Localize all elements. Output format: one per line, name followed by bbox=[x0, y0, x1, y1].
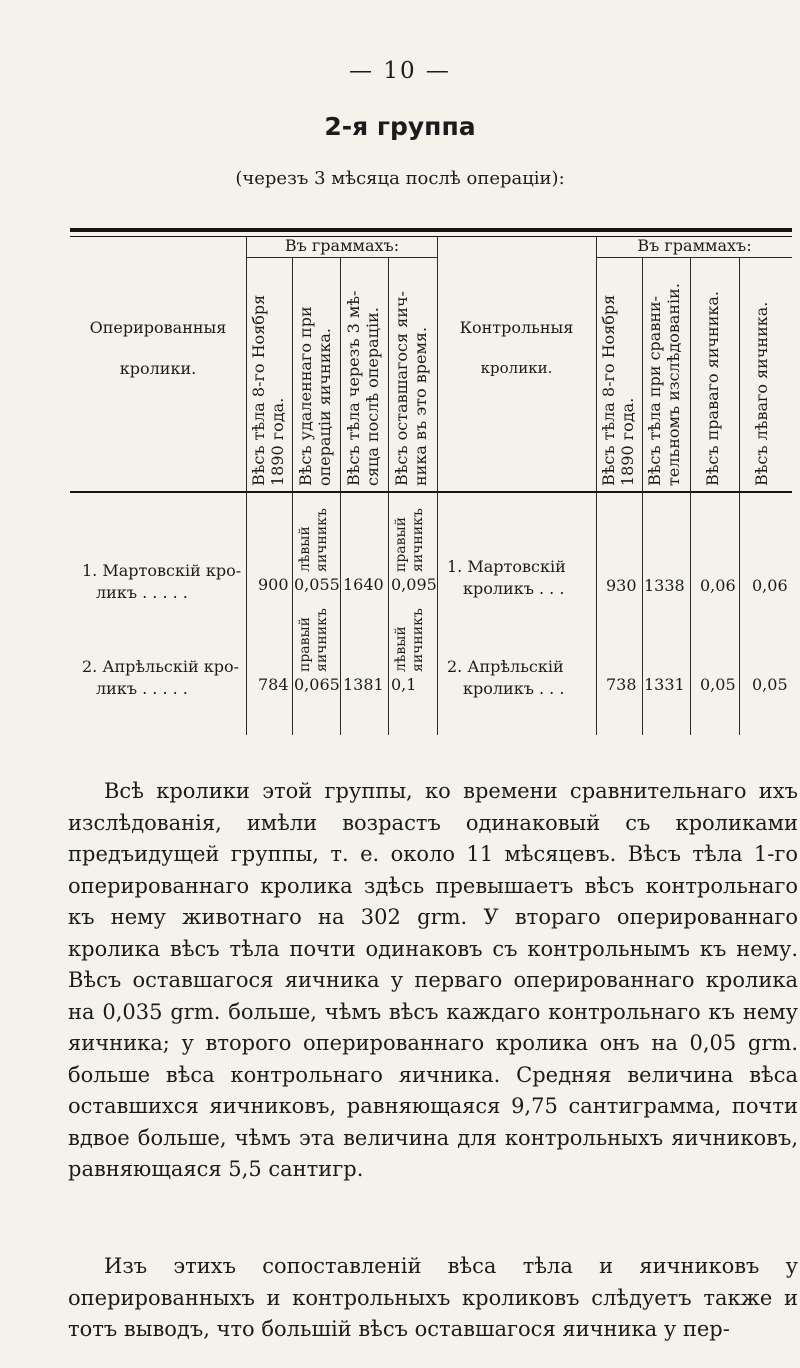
row-name-line: ликъ . . . . . bbox=[96, 679, 188, 698]
operated-col-weight-nov bbox=[249, 295, 287, 486]
subtitle: (черезъ 3 мѣсяца послѣ операціи): bbox=[235, 168, 565, 189]
body-paragraph: Всѣ кролики этой группы, ко времени сравнительнаго ихъ изслѣдованія, имѣли возрастъ одинаковый съ кроликами предъидущей группы, т. е. около 11 мѣсяцевъ. Вѣсъ тѣла 1-го оперированнаго кролика здѣсь превышаетъ вѣсъ контрольнаго къ нему животнаго на 302 grm. У втораго оперированнаго кролика вѣсъ тѣла почти одинаковъ съ контрольнымъ къ нему. Вѣсъ оставшагося яичника у перваго оперированнаго кролика на 0,035 grm. больше, чѣмъ вѣсъ каждаго контрольнаго къ нему яичника; у второго оперированнаго кролика онъ на 0,05 grm. больше вѣса контрольнаго яичника. Средняя величина вѣса оставшихся яичниковъ, равняющаяся 9,75 сантиграмма, почти вдвое больше, чѣмъ эта величина для контрольныхъ яичниковъ, равняющаяся 5,5 сантигр. bbox=[68, 779, 798, 1181]
ovary-label-line: лѣвый bbox=[297, 526, 313, 572]
control-right-ovary-value: 0,05 bbox=[700, 675, 736, 694]
control-header-line: кролики. bbox=[480, 359, 553, 377]
removed-ovary-label bbox=[297, 608, 331, 672]
weight-nov-value: 900 bbox=[258, 575, 289, 594]
row-name-line: ликъ . . . . . bbox=[96, 583, 188, 602]
col-divider bbox=[642, 257, 643, 735]
control-right-ovary-value: 0,06 bbox=[700, 576, 736, 595]
col-header-line: Вѣсъ тѣла черезъ 3 мѣ- bbox=[344, 290, 363, 486]
ovary-label-line: лѣвый bbox=[393, 626, 409, 672]
col-divider bbox=[292, 257, 293, 735]
page-number: — 10 — bbox=[349, 58, 451, 84]
operated-header bbox=[70, 318, 246, 378]
control-row-name bbox=[447, 556, 566, 600]
removed-ovary-value: 0,065 bbox=[294, 675, 340, 694]
body-paragraph: Изъ этихъ сопоставленій вѣса тѣла и яичниковъ у оперированныхъ и контрольныхъ кроликовъ слѣдуетъ также и тотъ выводъ, что большій вѣсъ оставшагося яичника у пер- bbox=[68, 1254, 798, 1341]
control-weight-exam-value: 1338 bbox=[644, 576, 685, 595]
weight-after-value: 1381 bbox=[343, 675, 384, 694]
removed-ovary-label bbox=[297, 508, 331, 572]
weight-after-value: 1640 bbox=[343, 575, 384, 594]
row-name-line: 2. Апрѣльскій кро- bbox=[82, 657, 240, 676]
control-col-weight-exam bbox=[645, 283, 683, 486]
col-header-line: сяца послѣ операціи. bbox=[363, 307, 382, 486]
remaining-ovary-label bbox=[393, 508, 427, 572]
control-col-left-ovary bbox=[752, 302, 771, 486]
ovary-label-line: правый bbox=[393, 517, 409, 572]
col-divider bbox=[246, 237, 247, 735]
col-header-line: Вѣсъ тѣла 8-го Ноября bbox=[249, 294, 268, 486]
operated-col-weight-after bbox=[344, 291, 382, 486]
col-divider bbox=[388, 257, 389, 735]
remaining-ovary-value: 0,1 bbox=[391, 675, 417, 694]
control-header bbox=[437, 318, 596, 377]
weight-nov-value: 784 bbox=[258, 675, 289, 694]
operated-row-name bbox=[82, 560, 241, 604]
col-header-line: операціи яичника. bbox=[315, 328, 334, 486]
control-col-weight-nov bbox=[599, 295, 637, 486]
operated-header-line: кролики. bbox=[119, 359, 197, 378]
table-top-rule bbox=[70, 228, 792, 232]
operated-col-removed bbox=[296, 306, 334, 486]
removed-ovary-value: 0,055 bbox=[294, 575, 340, 594]
col-header-line: Вѣсъ оставшагося яич- bbox=[392, 291, 411, 486]
col-header-line: тельномъ изслѣдованіи. bbox=[664, 283, 683, 486]
ovary-label-line: яичникъ bbox=[314, 608, 330, 672]
control-col-right-ovary bbox=[703, 291, 722, 486]
ovary-label-line: правый bbox=[297, 617, 313, 672]
operated-in-grams: Въ граммахъ: bbox=[284, 236, 400, 255]
control-weight-nov-value: 930 bbox=[606, 576, 637, 595]
group-title: 2-я группа bbox=[324, 112, 476, 141]
ctl-grams-rule bbox=[597, 257, 792, 258]
operated-col-remaining bbox=[392, 291, 430, 486]
col-header-line: Вѣсъ удаленнаго при bbox=[296, 306, 315, 486]
table-header-rule bbox=[70, 491, 792, 493]
op-grams-rule bbox=[247, 257, 437, 258]
col-header-line: Вѣсъ тѣла 8-го Ноября bbox=[599, 294, 618, 486]
control-weight-nov-value: 738 bbox=[606, 675, 637, 694]
control-in-grams: Въ граммахъ: bbox=[637, 236, 752, 255]
row-name-line: кроликъ . . . bbox=[463, 579, 565, 598]
row-name-line: 1. Мартовскій кро- bbox=[82, 561, 242, 580]
remaining-ovary-value: 0,095 bbox=[391, 575, 437, 594]
row-name-line: 1. Мартовскій bbox=[447, 557, 566, 576]
col-header-line: 1890 года. bbox=[268, 397, 287, 486]
operated-row-name bbox=[82, 656, 239, 700]
control-left-ovary-value: 0,06 bbox=[752, 576, 788, 595]
col-header-line: Вѣсъ праваго яичника. bbox=[703, 290, 722, 486]
control-row-name bbox=[447, 656, 564, 700]
ovary-label-line: яичникъ bbox=[410, 608, 426, 672]
row-name-line: кроликъ . . . bbox=[463, 679, 565, 698]
col-divider bbox=[739, 257, 740, 735]
control-weight-exam-value: 1331 bbox=[644, 675, 685, 694]
col-divider bbox=[340, 257, 341, 735]
ovary-label-line: яичникъ bbox=[410, 508, 426, 572]
col-header-line: 1890 года. bbox=[618, 397, 637, 486]
col-header-line: ника въ это время. bbox=[411, 326, 430, 486]
control-header-line: Контрольныя bbox=[459, 318, 574, 337]
col-divider bbox=[690, 257, 691, 735]
col-header-line: Вѣсъ лѣваго яичника. bbox=[752, 301, 771, 486]
control-left-ovary-value: 0,05 bbox=[752, 675, 788, 694]
col-header-line: Вѣсъ тѣла при сравни- bbox=[645, 295, 664, 486]
col-divider bbox=[596, 237, 597, 735]
remaining-ovary-label bbox=[393, 608, 427, 672]
operated-header-line: Оперированныя bbox=[89, 318, 227, 337]
ovary-label-line: яичникъ bbox=[314, 508, 330, 572]
row-name-line: 2. Апрѣльскій bbox=[447, 657, 564, 676]
col-divider bbox=[437, 237, 438, 735]
